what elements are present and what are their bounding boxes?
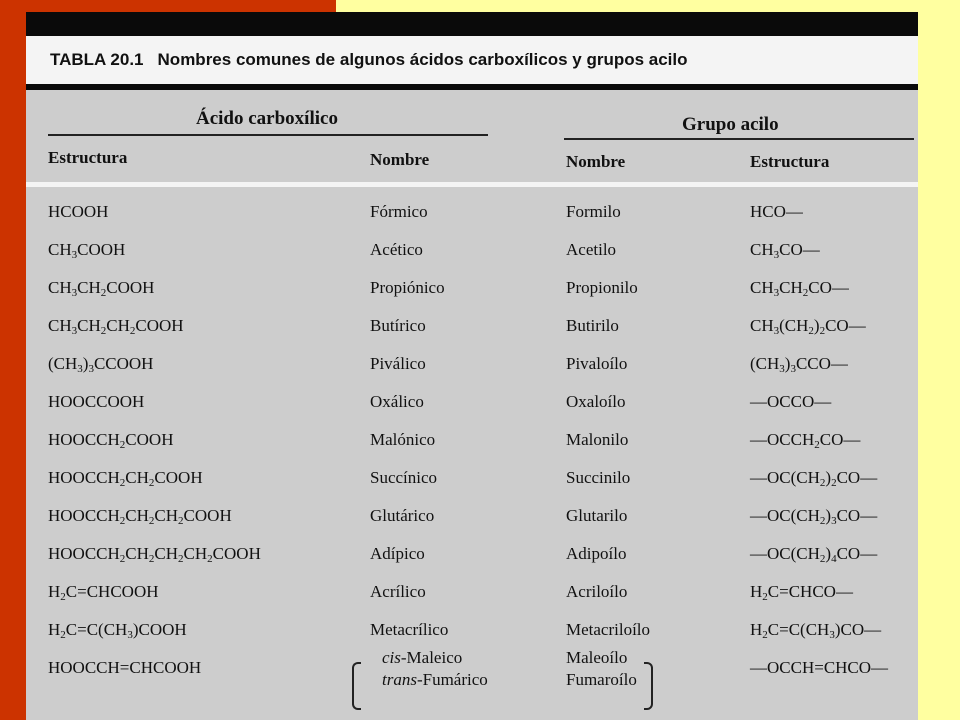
group-heading-acyl: Grupo acilo	[682, 114, 779, 135]
acid-name-cell-secondary: trans-Fumárico	[382, 670, 488, 689]
acid-structure-cell: $CH_3COOH$	[48, 240, 126, 261]
acid-structure-cell: $HOOCCH_2CH_2COOH$	[48, 468, 203, 489]
acyl-structure-cell: $—OC(CH_2)_4CO—$	[750, 544, 878, 565]
acyl-structure-cell: —OCCO—	[750, 392, 832, 411]
acyl-structure-cell: —OCCH=CHCO—	[750, 658, 889, 677]
acyl-structure-cell: $(CH_3)_3CCO—$	[750, 354, 848, 375]
acyl-structure-cell: HCO—	[750, 202, 803, 221]
table-title	[50, 50, 688, 70]
acyl-structure-cell: $H_2C=C(CH_3)CO—$	[750, 620, 882, 641]
acid-name-cell: Piválico	[370, 354, 426, 373]
acyl-structure-cell: $—OC(CH_2)_2CO—$	[750, 468, 878, 489]
acid-structure-cell: $CH_3CH_2CH_2COOH$	[48, 316, 184, 337]
header-separator	[26, 182, 918, 187]
column-header-acyl-structure: Estructura	[750, 152, 830, 171]
acid-structure-cell: $HOOCCH_2CH_2CH_2COOH$	[48, 506, 232, 527]
acyl-name-cell: Propionilo	[566, 278, 638, 297]
acid-structure-cell: HOOCCOOH	[48, 392, 145, 411]
acyl-name-cell: Adipoílo	[566, 544, 627, 563]
scanned-table	[26, 12, 918, 720]
acid-structure-cell: $CH_3CH_2COOH$	[48, 278, 155, 299]
acid-name-cell: Metacrílico	[370, 620, 449, 639]
group-rule-acid	[48, 134, 488, 136]
group-rule-acyl	[564, 138, 914, 140]
acid-structure-cell: $H_2C=C(CH_3)COOH$	[48, 620, 187, 641]
acyl-name-cell: Oxaloílo	[566, 392, 626, 411]
acid-name-cell: Butírico	[370, 316, 426, 335]
acid-name-cell: Acrílico	[370, 582, 426, 601]
acyl-name-cell-secondary: Fumaroílo	[566, 670, 637, 689]
column-header-acid-structure: Estructura	[48, 148, 128, 167]
column-header-acid-name: Nombre	[370, 150, 430, 169]
acyl-name-cell: Succinilo	[566, 468, 631, 487]
acyl-name-cell: Maleoílo	[566, 648, 628, 667]
table-number: TABLA 20.1	[50, 50, 144, 69]
acid-structure-cell: $HOOCCH_2COOH$	[48, 430, 174, 451]
acid-structure-cell: $HOOCCH_2CH_2CH_2CH_2COOH$	[48, 544, 261, 565]
acid-name-cell: Glutárico	[370, 506, 435, 525]
acyl-name-cell: Acriloílo	[566, 582, 628, 601]
acid-structure-cell: HCOOH	[48, 202, 109, 221]
red-accent-bar-top	[80, 0, 336, 12]
acyl-name-cell: Malonilo	[566, 430, 629, 449]
acid-name-cell: Propiónico	[370, 278, 445, 297]
table-title-strip	[26, 36, 918, 84]
acyl-structure-cell: $—OCCH_2CO—$	[750, 430, 861, 451]
acid-name-cell: Fórmico	[370, 202, 428, 221]
acyl-structure-cell: $H_2C=CHCO—$	[750, 582, 853, 603]
acyl-name-cell: Formilo	[566, 202, 621, 221]
acid-name-cell: Succínico	[370, 468, 438, 487]
acid-name-cell: cis-Maleico	[382, 648, 463, 667]
acid-name-cell: Adípico	[370, 544, 425, 563]
table-caption: Nombres comunes de algunos ácidos carboxílicos y grupos acilo	[157, 50, 688, 69]
acid-name-cell: Oxálico	[370, 392, 424, 411]
group-heading-acid: Ácido carboxílico	[196, 108, 338, 129]
acid-name-cell: Acético	[370, 240, 423, 259]
acyl-name-cell: Metacriloílo	[566, 620, 651, 639]
acyl-structure-cell: $—OC(CH_2)_3CO—$	[750, 506, 878, 527]
column-header-acyl-name: Nombre	[566, 152, 626, 171]
acyl-name-cell: Butirilo	[566, 316, 619, 335]
acyl-name-cell: Pivaloílo	[566, 354, 628, 373]
acyl-structure-cell: $CH_3CO—$	[750, 240, 820, 261]
acid-structure-cell: $H_2C=CHCOOH$	[48, 582, 159, 603]
acid-name-cell: Malónico	[370, 430, 436, 449]
bracket-left	[352, 662, 361, 710]
acyl-structure-cell: $CH_3(CH_2)_2CO—$	[750, 316, 866, 337]
bracket-right	[644, 662, 653, 710]
acid-structure-cell: $(CH_3)_3CCOOH$	[48, 354, 154, 375]
acyl-name-cell: Glutarilo	[566, 506, 628, 525]
acyl-structure-cell: $CH_3CH_2CO—$	[750, 278, 849, 299]
acyl-name-cell: Acetilo	[566, 240, 617, 259]
acid-structure-cell: HOOCCH=CHCOOH	[48, 658, 202, 677]
